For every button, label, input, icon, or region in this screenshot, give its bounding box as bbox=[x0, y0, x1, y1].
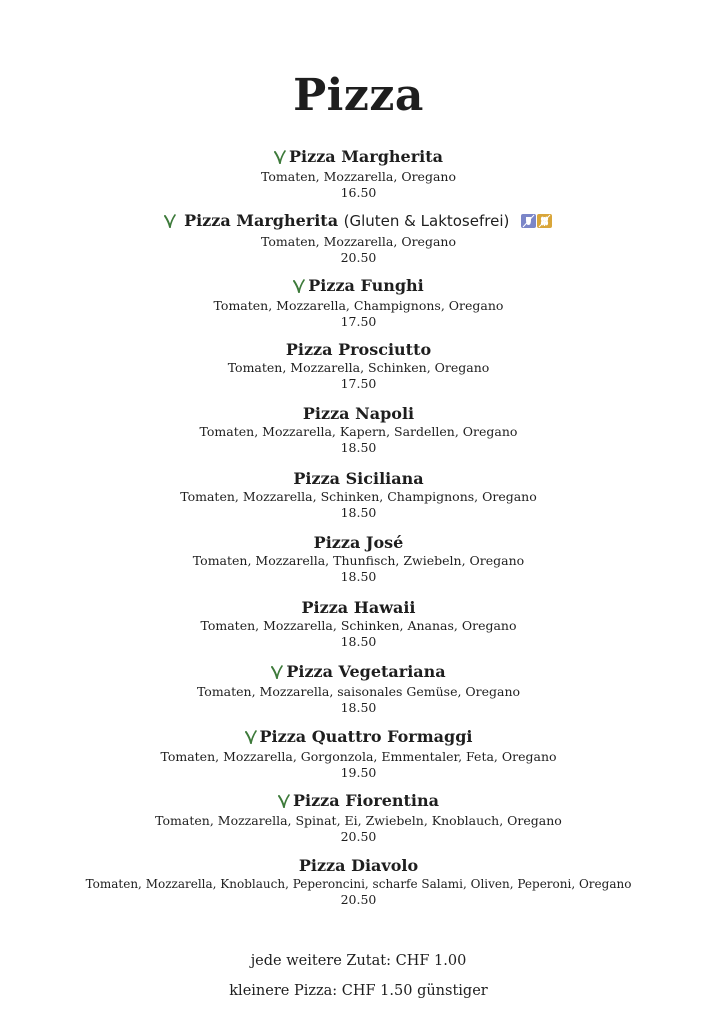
item-ingredients: Tomaten, Mozzarella, Spinat, Ei, Zwiebeln, Knoblauch, Oregano bbox=[155, 813, 562, 828]
menu-item bbox=[0, 663, 717, 716]
item-ingredients: Tomaten, Mozzarella, Oregano bbox=[261, 234, 456, 249]
item-name: Pizza Vegetariana bbox=[286, 662, 446, 681]
vegetarian-leaf-icon bbox=[293, 279, 305, 297]
vegetarian-leaf-icon bbox=[164, 214, 176, 232]
item-ingredients: Tomaten, Mozzarella, Schinken, Champignons, Oregano bbox=[180, 489, 537, 504]
page-title: Pizza bbox=[293, 70, 424, 121]
item-name: Pizza José bbox=[313, 533, 404, 552]
item-name: Pizza Napoli bbox=[302, 404, 415, 423]
item-price: 18.50 bbox=[340, 700, 377, 715]
menu-item bbox=[0, 857, 717, 908]
menu-item bbox=[0, 534, 717, 585]
item-name-row bbox=[0, 148, 717, 168]
item-name-row bbox=[0, 728, 717, 748]
vegetarian-leaf-icon bbox=[245, 730, 257, 748]
vegetarian-leaf-icon bbox=[274, 150, 286, 168]
item-ingredients: Tomaten, Mozzarella, Schinken, Ananas, Oregano bbox=[200, 618, 517, 633]
item-ingredients: Tomaten, Mozzarella, Oregano bbox=[261, 169, 456, 184]
item-price: 17.50 bbox=[340, 314, 377, 329]
menu-item bbox=[0, 405, 717, 456]
smaller-pizza-note: kleinere Pizza: CHF 1.50 günstiger bbox=[229, 983, 488, 999]
item-ingredients: Tomaten, Mozzarella, Thunfisch, Zwiebeln, Oregano bbox=[192, 553, 525, 568]
item-ingredients: Tomaten, Mozzarella, Schinken, Oregano bbox=[227, 360, 490, 375]
item-price: 20.50 bbox=[340, 250, 377, 265]
item-price: 18.50 bbox=[340, 634, 377, 649]
item-ingredients: Tomaten, Mozzarella, Champignons, Oregano bbox=[213, 298, 504, 313]
menu-item bbox=[0, 470, 717, 521]
item-note: (Gluten & Laktosefrei) bbox=[343, 212, 510, 230]
item-name: Pizza Fiorentina bbox=[292, 791, 440, 810]
menu-item bbox=[0, 148, 717, 201]
item-name-row bbox=[0, 277, 717, 297]
item-price: 18.50 bbox=[340, 440, 377, 455]
menu-item bbox=[0, 341, 717, 392]
item-ingredients: Tomaten, Mozzarella, Kapern, Sardellen, Oregano bbox=[199, 424, 518, 439]
item-name-row bbox=[0, 663, 717, 683]
item-ingredients: Tomaten, Mozzarella, Knoblauch, Peperoncini, scharfe Salami, Oliven, Peperoni, Oregano bbox=[85, 877, 632, 891]
item-name: Pizza Margherita bbox=[289, 147, 443, 166]
item-price: 20.50 bbox=[340, 892, 377, 907]
item-price: 20.50 bbox=[340, 829, 377, 844]
vegetarian-leaf-icon bbox=[278, 794, 290, 812]
item-ingredients: Tomaten, Mozzarella, Gorgonzola, Emmentaler, Feta, Oregano bbox=[160, 749, 557, 764]
item-name: Pizza Hawaii bbox=[301, 598, 416, 617]
item-name: Pizza Prosciutto bbox=[285, 340, 432, 359]
gluten-lactose-free-icon bbox=[521, 213, 553, 233]
item-name: Pizza Siciliana bbox=[293, 469, 424, 488]
menu-item bbox=[0, 277, 717, 330]
item-name: Pizza Quattro Formaggi bbox=[259, 727, 473, 746]
menu-item bbox=[0, 212, 717, 266]
item-price: 17.50 bbox=[340, 376, 377, 391]
item-price: 16.50 bbox=[340, 185, 377, 200]
item-price: 18.50 bbox=[340, 505, 377, 520]
vegetarian-leaf-icon bbox=[271, 665, 283, 683]
extra-topping-note: jede weitere Zutat: CHF 1.00 bbox=[250, 953, 467, 969]
menu-item bbox=[0, 728, 717, 781]
item-name: Pizza Margherita bbox=[184, 211, 339, 230]
menu-item bbox=[0, 792, 717, 845]
item-name: Pizza Funghi bbox=[308, 276, 424, 295]
item-name-row bbox=[0, 212, 717, 233]
item-price: 19.50 bbox=[340, 765, 377, 780]
item-name-row bbox=[0, 792, 717, 812]
item-name: Pizza Diavolo bbox=[298, 856, 419, 875]
item-ingredients: Tomaten, Mozzarella, saisonales Gemüse, Oregano bbox=[196, 684, 521, 699]
menu-item bbox=[0, 599, 717, 650]
item-price: 18.50 bbox=[340, 569, 377, 584]
